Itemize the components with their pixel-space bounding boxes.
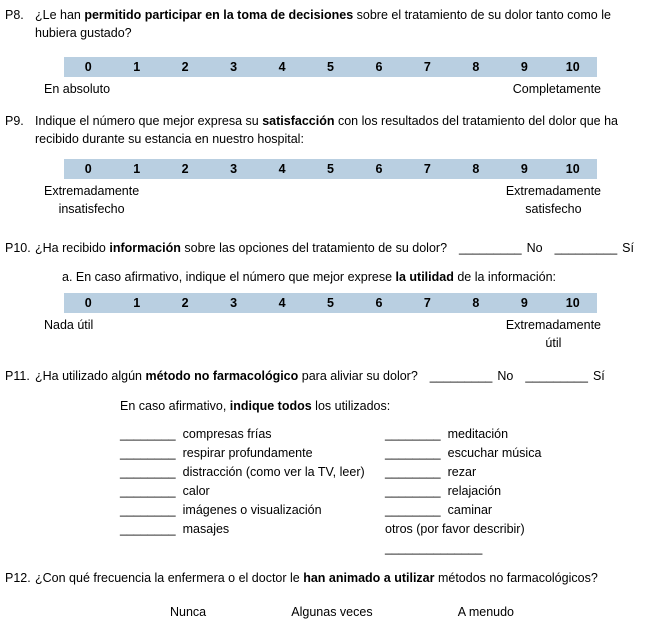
- checklist-label: rezar: [447, 464, 477, 479]
- checklist-instruction: [120, 398, 648, 416]
- scale-anchor-left: [44, 183, 139, 219]
- scale-anchor-right: [506, 183, 601, 219]
- otros-label: otros (por favor describir): [385, 521, 525, 536]
- checklist-item-otros: [385, 520, 648, 539]
- question-p9: [5, 113, 648, 149]
- scale-option[interactable]: 6: [375, 59, 383, 74]
- scale-anchor-right: [506, 317, 601, 353]
- checklist-item: [120, 463, 385, 482]
- checklist-item: [120, 444, 385, 463]
- question-number-p9: P9.: [5, 114, 24, 129]
- q8-text-post: sobre el tratamiento de su dolor tanto como le hubiera gustado?: [35, 8, 611, 40]
- q10-text-bold: información: [109, 241, 181, 256]
- checklist-blank[interactable]: ________: [120, 483, 176, 498]
- checklist-label: imágenes o visualización: [182, 502, 322, 517]
- question-number-p8: P8.: [5, 8, 24, 22]
- scale-option[interactable]: 0: [84, 161, 92, 176]
- checklist-blank[interactable]: ________: [120, 521, 176, 536]
- scale-anchor-left: En absoluto: [44, 81, 111, 96]
- scale-option[interactable]: 10: [565, 295, 580, 310]
- checklist-blank[interactable]: ________: [385, 483, 441, 498]
- checklist-right-column: [385, 425, 648, 558]
- q12-text-pre: ¿Con qué frecuencia la enfermera o el doctor le: [35, 570, 304, 585]
- scale-option[interactable]: 9: [520, 161, 528, 176]
- scale-option[interactable]: 8: [472, 295, 480, 310]
- anchor-line: Extremadamente: [505, 183, 601, 198]
- question-text-p9: [35, 113, 648, 149]
- instruction-pre: En caso afirmativo,: [120, 399, 230, 413]
- scale-anchor-left: Nada útil: [44, 317, 94, 332]
- checklist-blank[interactable]: ________: [385, 502, 441, 517]
- scale-option[interactable]: 1: [133, 161, 141, 176]
- scale-anchors-p10a: [44, 317, 601, 353]
- checklist-item: [385, 444, 648, 463]
- scale-option[interactable]: 6: [375, 295, 383, 310]
- checklist-item: [385, 482, 648, 501]
- checklist-label: calor: [182, 483, 210, 498]
- q8-text-bold: permitido participar en la toma de decisiones: [84, 8, 354, 22]
- q12-text-bold: han animado a utilizar: [303, 570, 435, 585]
- question-text-p11: [35, 368, 648, 386]
- scale-anchor-right: Completamente: [512, 81, 601, 96]
- scale-option[interactable]: 4: [278, 59, 286, 74]
- scale-anchors-p8: [44, 81, 601, 99]
- anchor-line: útil: [545, 335, 562, 350]
- checklist-blank[interactable]: ________: [120, 464, 176, 479]
- si-label: Sí: [592, 369, 605, 384]
- scale-option[interactable]: 10: [565, 161, 580, 176]
- anchor-line: Extremadamente: [44, 183, 140, 198]
- checklist-blank[interactable]: ________: [385, 426, 441, 441]
- frequency-option[interactable]: Algunas veces: [291, 604, 373, 619]
- nonpharm-checklist: [120, 425, 648, 558]
- question-p10a: [62, 269, 622, 287]
- no-blank-field[interactable]: _________: [429, 369, 493, 384]
- otros-blank-field[interactable]: ______________: [385, 540, 483, 555]
- checklist-item: [120, 425, 385, 444]
- checklist-item: [120, 520, 385, 539]
- q10-text-pre: ¿Ha recibido: [35, 241, 110, 256]
- anchor-line: insatisfecho: [58, 201, 125, 216]
- rating-scale-p10a: [64, 293, 597, 313]
- q9-text-bold: satisfacción: [262, 114, 335, 129]
- scale-option[interactable]: 1: [133, 295, 141, 310]
- anchor-line: Extremadamente: [505, 317, 601, 332]
- question-text-p12: [35, 570, 648, 588]
- q8-text-pre: ¿Le han: [35, 8, 85, 22]
- question-p10: [5, 240, 648, 258]
- checklist-blank[interactable]: ________: [120, 445, 176, 460]
- scale-option[interactable]: 9: [520, 295, 528, 310]
- scale-option[interactable]: 0: [84, 59, 92, 74]
- scale-option[interactable]: 8: [472, 161, 480, 176]
- checklist-label: escuchar música: [447, 445, 542, 460]
- checklist-item: [385, 501, 648, 520]
- question-text-p8: [35, 7, 648, 43]
- q12-text-post: métodos no farmacológicos?: [434, 570, 598, 585]
- otros-blank-row: [385, 539, 648, 558]
- no-blank-field[interactable]: _________: [459, 241, 522, 256]
- checklist-item: [385, 463, 648, 482]
- checklist-blank[interactable]: ________: [120, 502, 176, 517]
- q10a-text-pre: a. En caso afirmativo, indique el número que mejor exprese: [62, 270, 396, 284]
- scale-option[interactable]: 5: [327, 295, 334, 310]
- question-p12: [5, 570, 648, 588]
- question-number-p10: P10.: [5, 241, 31, 256]
- scale-option[interactable]: 0: [84, 295, 92, 310]
- question-text-p10: [35, 240, 648, 258]
- q11-text-pre: ¿Ha utilizado algún: [35, 369, 146, 384]
- no-label: No: [526, 241, 543, 256]
- scale-anchors-p9: [44, 183, 601, 219]
- q10a-text-bold: la utilidad: [395, 270, 454, 284]
- scale-option[interactable]: 2: [181, 59, 189, 74]
- scale-option[interactable]: 3: [230, 59, 238, 74]
- checklist-blank[interactable]: ________: [120, 426, 176, 441]
- frequency-option[interactable]: A menudo: [457, 604, 514, 619]
- checklist-blank[interactable]: ________: [385, 464, 441, 479]
- q9-text-post: con los resultados del tratamiento del dolor que ha recibido durante su estancia en nuestro hospital:: [35, 114, 618, 146]
- question-p11: [5, 368, 648, 386]
- scale-option[interactable]: 7: [423, 59, 431, 74]
- question-number-p12: P12.: [5, 570, 31, 585]
- scale-option[interactable]: 8: [472, 59, 480, 74]
- frequency-option[interactable]: Nunca: [170, 604, 207, 619]
- instruction-post: los utilizados:: [311, 399, 391, 413]
- checklist-item: [120, 482, 385, 501]
- rating-scale-p9: [64, 159, 597, 179]
- checklist-label: compresas frías: [182, 426, 272, 441]
- scale-option[interactable]: 3: [230, 161, 238, 176]
- scale-option[interactable]: 7: [423, 161, 431, 176]
- checklist-left-column: [120, 425, 385, 558]
- scale-option[interactable]: 5: [327, 161, 334, 176]
- question-number-p11: P11.: [5, 369, 30, 384]
- checklist-item: [120, 501, 385, 520]
- scale-option[interactable]: 5: [327, 59, 334, 74]
- scale-option[interactable]: 3: [230, 295, 238, 310]
- scale-option[interactable]: 1: [133, 59, 141, 74]
- q10-text-post: sobre las opciones del tratamiento de su dolor?: [180, 241, 448, 256]
- q9-text-pre: Indique el número que mejor expresa su: [35, 114, 263, 129]
- scale-option[interactable]: 7: [423, 295, 431, 310]
- si-blank-field[interactable]: _________: [525, 369, 588, 384]
- checklist-blank[interactable]: ________: [385, 445, 441, 460]
- checklist-label: respirar profundamente: [182, 445, 313, 460]
- si-blank-field[interactable]: _________: [554, 241, 618, 256]
- scale-option[interactable]: 4: [278, 161, 286, 176]
- q10a-text-post: de la información:: [453, 270, 556, 284]
- checklist-label: distracción (como ver la TV, leer): [182, 464, 365, 479]
- rating-scale-p8: [64, 57, 597, 77]
- scale-option[interactable]: 9: [520, 59, 528, 74]
- si-label: Sí: [622, 241, 634, 256]
- q11-text-bold: método no farmacológico: [145, 369, 299, 384]
- checklist-item: [385, 425, 648, 444]
- checklist-label: meditación: [447, 426, 509, 441]
- question-p8: [5, 7, 648, 43]
- no-label: No: [497, 369, 514, 384]
- scale-option[interactable]: 2: [181, 295, 189, 310]
- scale-option[interactable]: 4: [278, 295, 286, 310]
- q11-text-post: para aliviar su dolor?: [298, 369, 418, 384]
- instruction-bold: indique todos: [229, 399, 312, 413]
- scale-option[interactable]: 2: [181, 161, 189, 176]
- checklist-label: caminar: [447, 502, 493, 517]
- scale-option[interactable]: 10: [565, 59, 580, 74]
- anchor-line: satisfecho: [525, 201, 582, 216]
- scale-option[interactable]: 6: [375, 161, 383, 176]
- checklist-label: relajación: [447, 483, 502, 498]
- checklist-label: masajes: [182, 521, 230, 536]
- frequency-options: [170, 604, 514, 622]
